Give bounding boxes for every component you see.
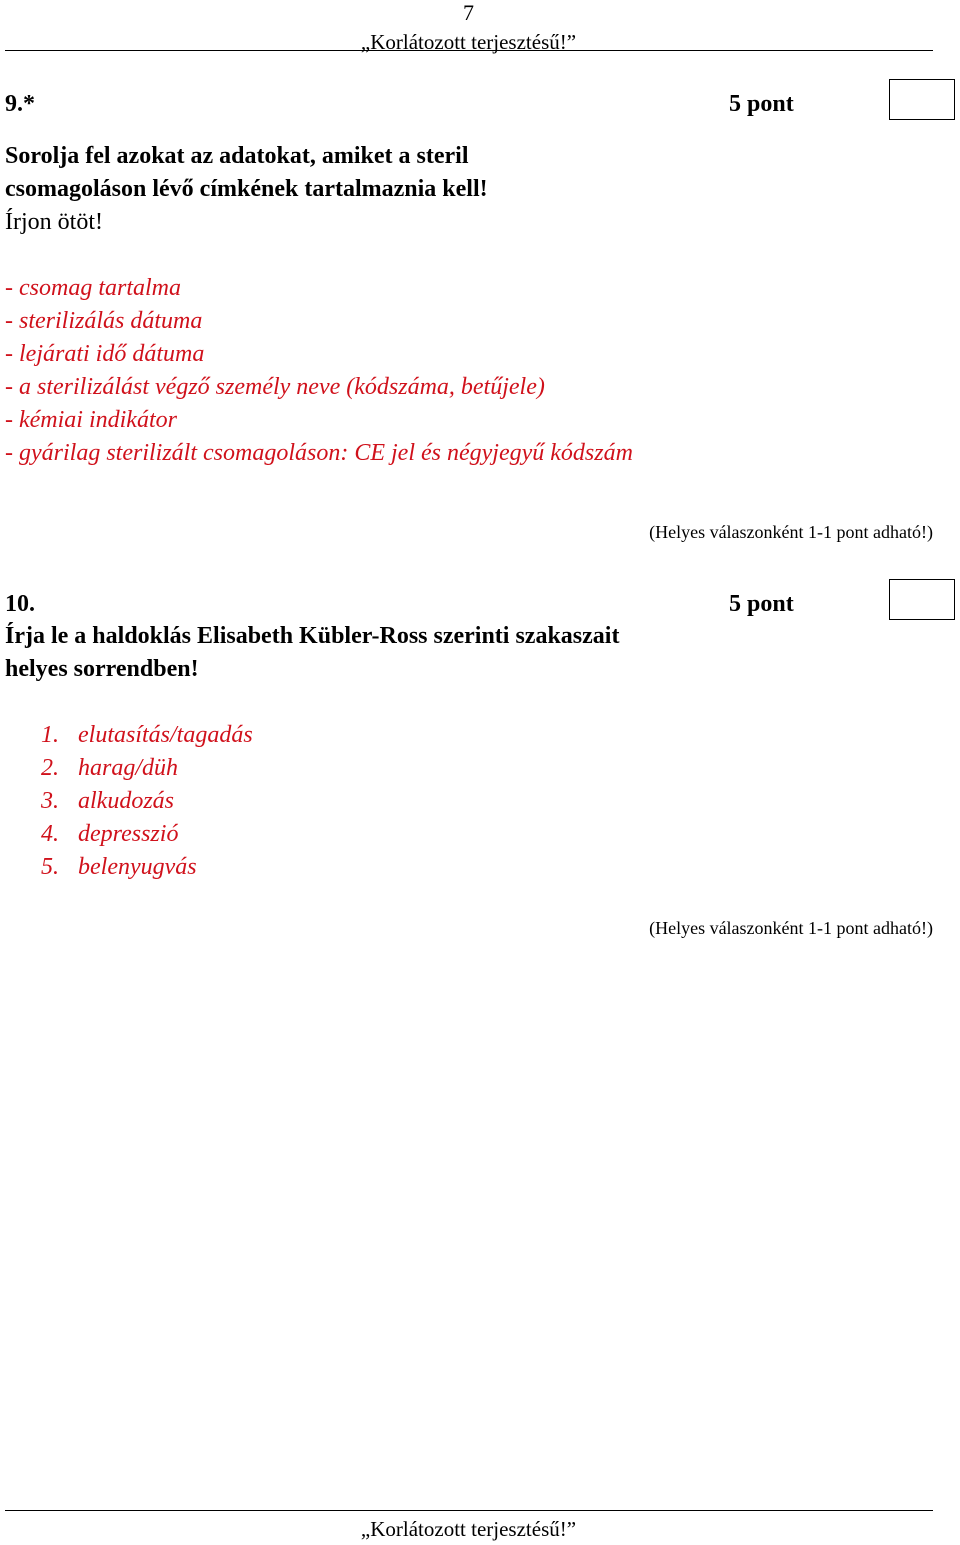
question-10-prompt xyxy=(5,620,619,686)
page-number: 7 xyxy=(463,0,474,25)
list-item-text: harag/düh xyxy=(78,755,179,781)
question-9-points: 5 pont xyxy=(729,91,794,117)
answer-item: - csomag tartalma xyxy=(5,275,181,301)
footer-restriction-note: „Korlátozott terjesztésű!” xyxy=(360,1517,577,1541)
list-item-text: alkudozás xyxy=(78,788,174,814)
question-10-answer-list xyxy=(41,719,253,884)
question-9-prompt-line-2: csomagoláson lévő címkének tartalmaznia kell! xyxy=(5,176,488,202)
question-9-score-box[interactable] xyxy=(889,79,955,120)
question-9-number: 9.* xyxy=(5,91,35,117)
footer-rule xyxy=(5,1510,933,1511)
question-10-prompt-line-1: Írja le a haldoklás Elisabeth Kübler-Ross szerinti szakaszait xyxy=(5,623,620,649)
list-item xyxy=(41,752,253,785)
question-9-answer-list xyxy=(5,272,633,470)
question-10-prompt-line-2: helyes sorrendben! xyxy=(5,656,199,682)
question-9-prompt-instruction: Írjon ötöt! xyxy=(5,209,103,235)
answer-item: - sterilizálás dátuma xyxy=(5,308,203,334)
list-item xyxy=(41,785,253,818)
answer-item: - lejárati idő dátuma xyxy=(5,341,205,367)
answer-item: - kémiai indikátor xyxy=(5,407,177,433)
list-item-number: 3. xyxy=(41,788,59,814)
list-item-text: elutasítás/tagadás xyxy=(78,722,253,748)
question-10-score-box[interactable] xyxy=(889,579,955,620)
question-10-number: 10. xyxy=(5,591,35,617)
list-item-number: 1. xyxy=(41,722,59,748)
answer-item: - gyárilag sterilizált csomagoláson: CE jel és négyjegyű kódszám xyxy=(5,440,633,466)
list-item xyxy=(41,818,253,851)
list-item-text: depresszió xyxy=(78,821,179,847)
list-item-text: belenyugvás xyxy=(78,854,197,880)
question-10-scoring-note: (Helyes válaszonként 1-1 pont adható!) xyxy=(649,918,933,938)
list-item xyxy=(41,719,253,752)
header-rule xyxy=(5,50,933,51)
question-9-prompt-line-1: Sorolja fel azokat az adatokat, amiket a steril xyxy=(5,143,469,169)
question-9-prompt xyxy=(5,140,488,239)
header-restriction-note: „Korlátozott terjesztésű!” xyxy=(360,30,577,54)
list-item-number: 4. xyxy=(41,821,59,847)
list-item xyxy=(41,851,253,884)
answer-item: - a sterilizálást végző személy neve (kódszáma, betűjele) xyxy=(5,374,545,400)
list-item-number: 5. xyxy=(41,854,59,880)
list-item-number: 2. xyxy=(41,755,59,781)
question-10-points: 5 pont xyxy=(729,591,794,617)
question-9-scoring-note: (Helyes válaszonként 1-1 pont adható!) xyxy=(649,522,933,542)
